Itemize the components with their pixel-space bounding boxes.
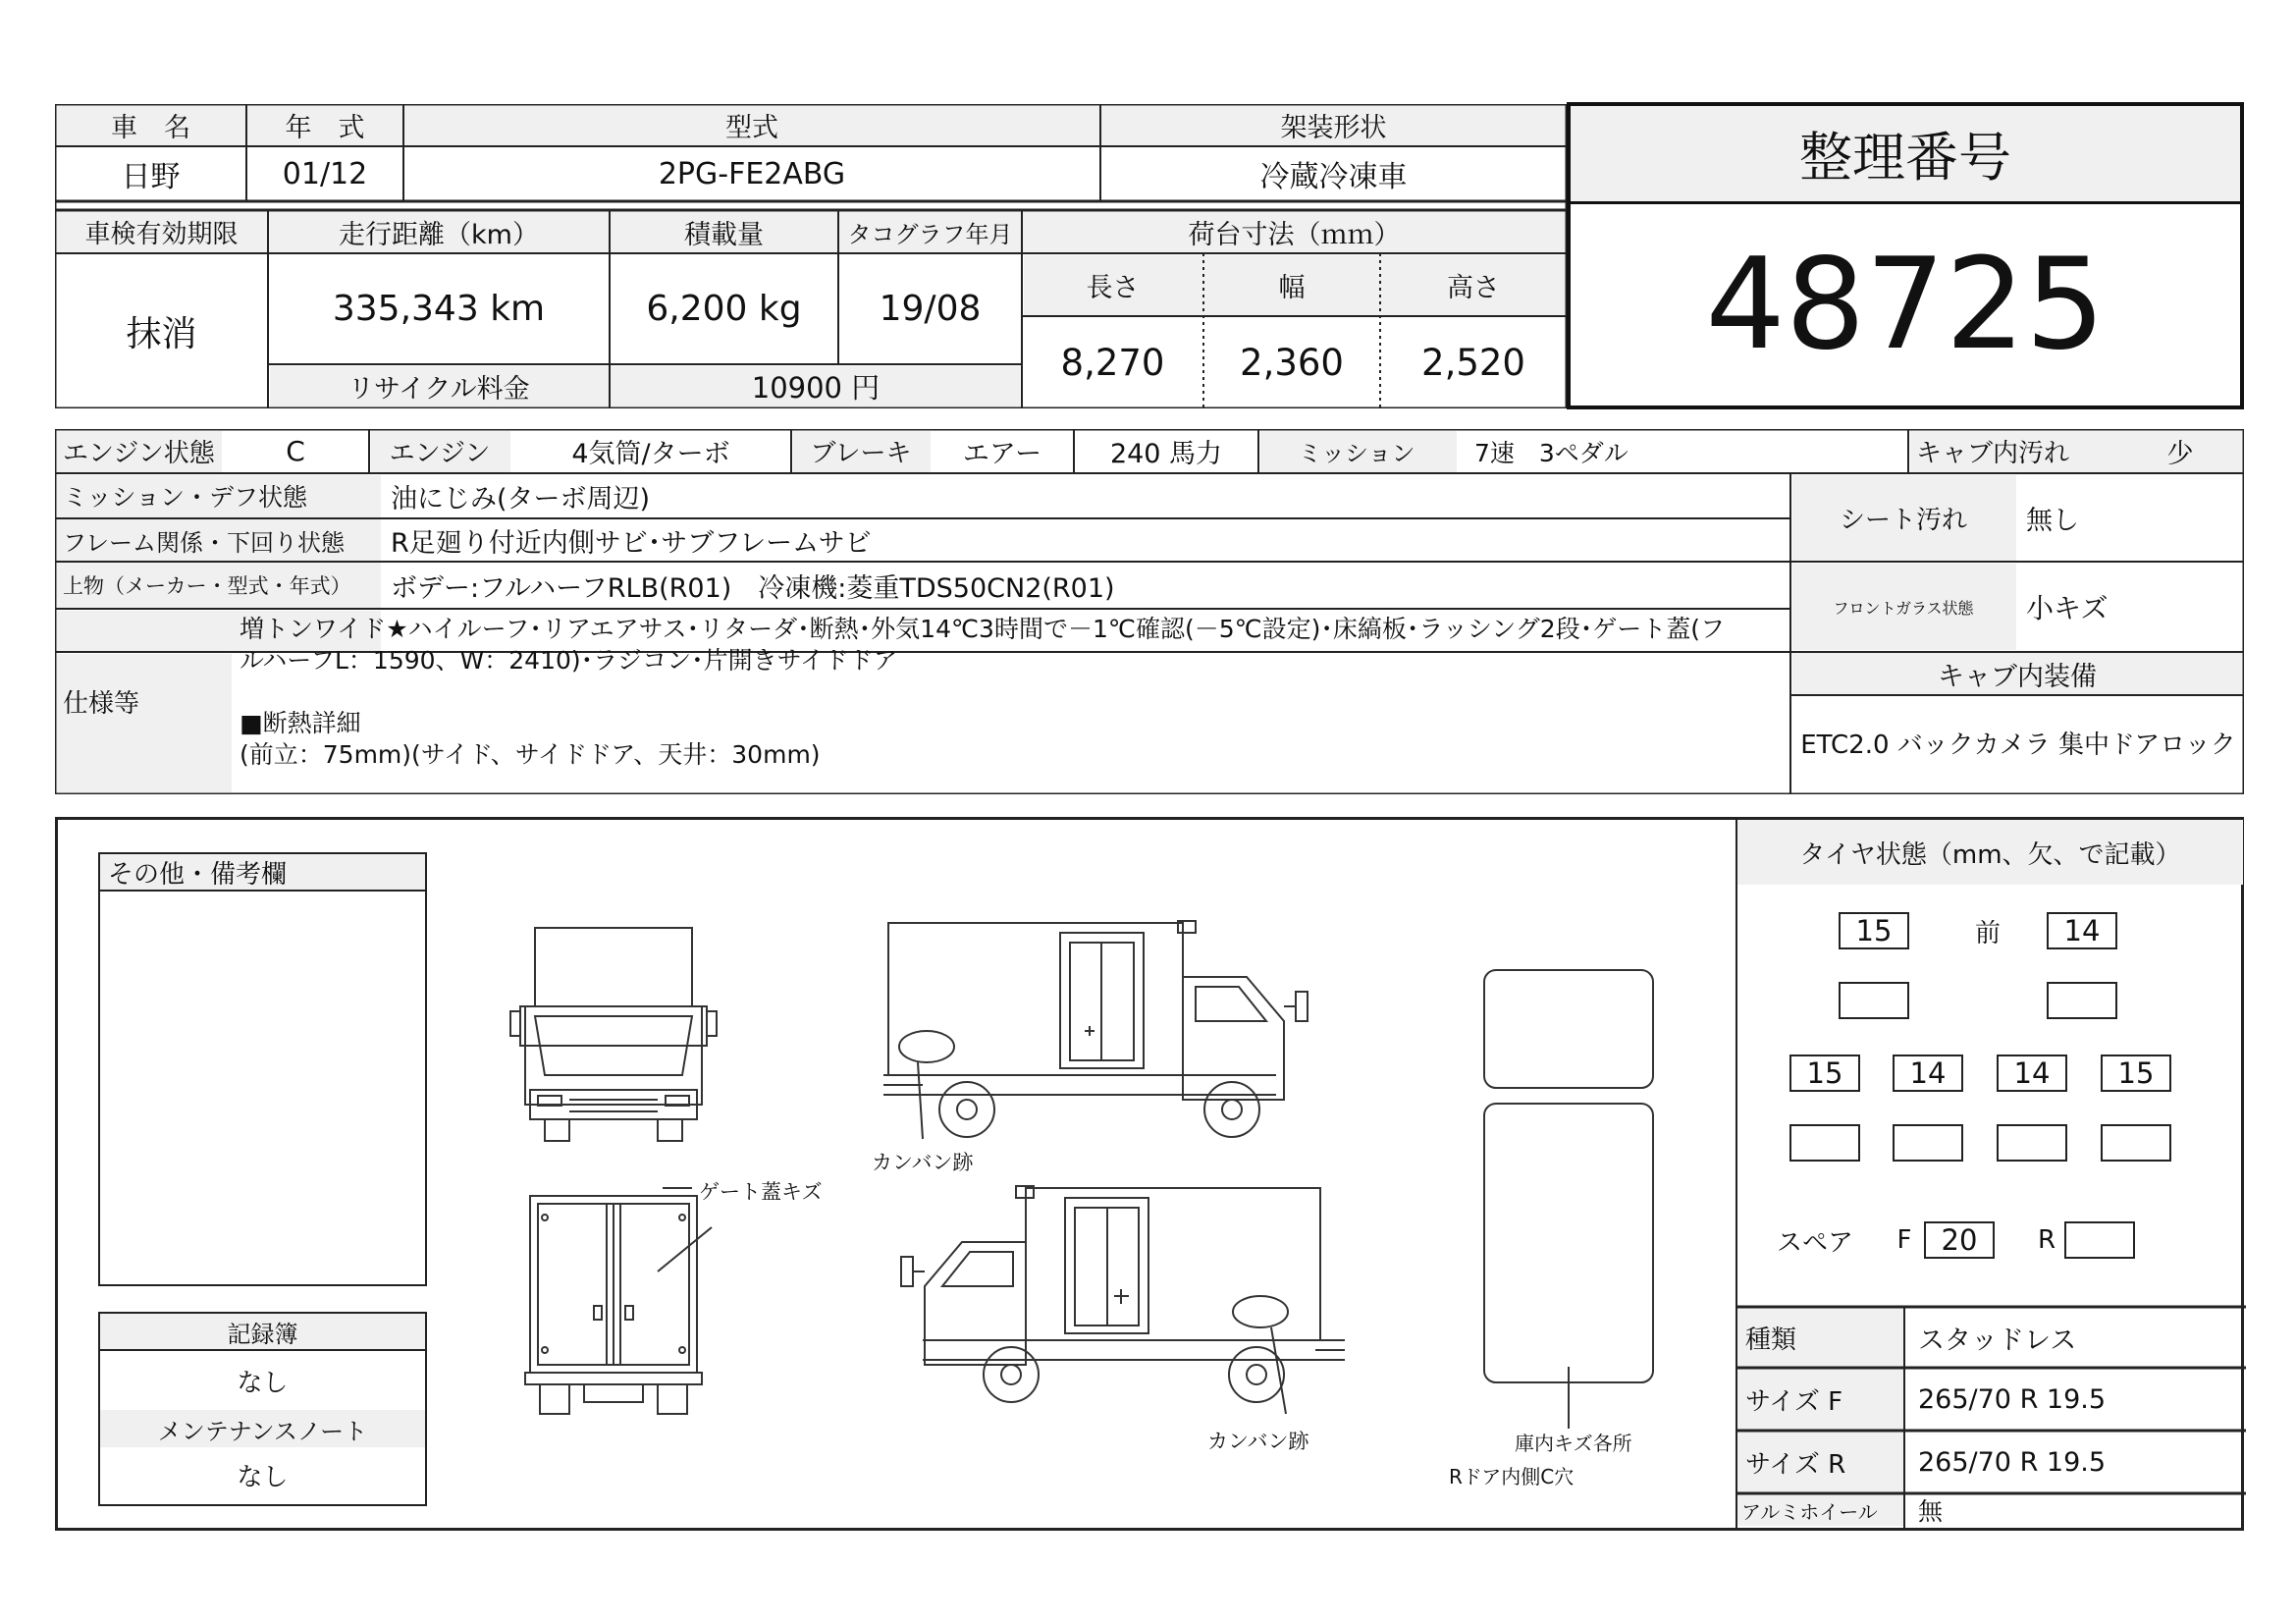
body-maker-label: 上物（メーカー・型式・年式） bbox=[63, 574, 351, 598]
mileage-value: 335,343 km bbox=[332, 289, 546, 329]
seat-dirt-label: シート汚れ bbox=[1839, 505, 1967, 535]
frame-value: R足廻り付近内側サビ･サブフレームサビ bbox=[391, 527, 872, 559]
spare-label: スペア bbox=[1777, 1227, 1854, 1258]
ref-number: 48725 bbox=[1705, 232, 2106, 378]
body-maker-value: ボデー:フルハーフRLB(R01) 冷凍機:菱重TDS50CN2(R01) bbox=[391, 572, 1115, 604]
recycle-value: 10900 円 bbox=[751, 371, 881, 405]
note-sign-mark-1: カンバン跡 bbox=[872, 1151, 974, 1174]
inspection-label: 車検有効期限 bbox=[84, 219, 239, 249]
note-inside-scratch: 庫内キズ各所 bbox=[1515, 1432, 1632, 1455]
note-gate-scratch: ゲート蓋キズ bbox=[699, 1180, 823, 1204]
records-box bbox=[98, 1312, 427, 1506]
remarks-label: その他・備考欄 bbox=[100, 854, 425, 892]
size-r-label: サイズ R bbox=[1745, 1449, 1846, 1480]
model-label: 型式 bbox=[725, 113, 778, 143]
length-label: 長さ bbox=[1086, 272, 1140, 303]
header-table bbox=[55, 104, 1567, 408]
specs-line-1: 増トンワイド★ハイルーフ･リアエアサス･リターダ･断熱･外気14℃3時間で－1℃確認(－5℃設定)･床縞板･ラッシング2段･ゲート蓋(フ bbox=[240, 615, 1725, 643]
model-value: 2PG-FE2ABG bbox=[658, 156, 846, 191]
spare-r-label: R bbox=[2037, 1225, 2056, 1255]
recycle-label: リサイクル料金 bbox=[347, 374, 530, 405]
cab-dirt-label: キャブ内汚れ bbox=[1916, 439, 2070, 468]
truck-left-view bbox=[883, 921, 1308, 1139]
spare-f-label: F bbox=[1896, 1225, 1912, 1255]
tire-type-label: 種類 bbox=[1745, 1325, 1797, 1355]
truck-right-view bbox=[901, 1186, 1345, 1414]
maint-value: なし bbox=[237, 1462, 289, 1492]
tire-front-right: 14 bbox=[2047, 912, 2117, 949]
truck-diagram bbox=[491, 884, 1767, 1571]
tire-type-value: スタッドレス bbox=[1918, 1325, 2077, 1356]
body-type-label: 架装形状 bbox=[1280, 113, 1387, 143]
specs-line-4: (前立：75mm)(サイド、サイドドア、天井：30mm) bbox=[240, 740, 821, 769]
tire-rear-1: 15 bbox=[1789, 1055, 1860, 1092]
cab-equip-value: ETC2.0 バックカメラ 集中ドアロック bbox=[1800, 730, 2236, 760]
year-label: 年 式 bbox=[285, 113, 365, 143]
specs-text bbox=[240, 614, 1786, 790]
alumi-label: アルミホイール bbox=[1741, 1499, 1878, 1524]
tacho-label: タコグラフ年月 bbox=[847, 220, 1013, 248]
record-label: 記録簿 bbox=[100, 1314, 425, 1351]
truck-top-view bbox=[1484, 970, 1653, 1429]
frame-label: フレーム関係・下回り状態 bbox=[63, 528, 346, 557]
spec-table bbox=[55, 429, 2244, 794]
mission-diff-value: 油にじみ(ターボ周辺) bbox=[391, 483, 651, 514]
tire-rear-2: 14 bbox=[1893, 1055, 1963, 1092]
specs-line-3: ■断熱詳細 bbox=[240, 709, 361, 737]
engine-state-value: C bbox=[286, 435, 305, 467]
bed-dim-label: 荷台寸法（ｍｍ） bbox=[1188, 219, 1401, 250]
truck-rear-view bbox=[525, 1188, 712, 1414]
maker-label: 車 名 bbox=[111, 113, 190, 143]
specs-label: 仕様等 bbox=[63, 689, 140, 719]
windshield-label: フロントガラス状態 bbox=[1833, 598, 1974, 618]
power-value: 240 馬力 bbox=[1109, 439, 1223, 469]
engine-value: 4気筒/ターボ bbox=[571, 439, 730, 469]
engine-state-label: エンジン状態 bbox=[63, 439, 215, 468]
brake-label: ブレーキ bbox=[810, 439, 912, 468]
height-label: 高さ bbox=[1447, 272, 1500, 303]
body-type-value: 冷蔵冷凍車 bbox=[1259, 160, 1408, 194]
mission-value: 7速 3ペダル bbox=[1474, 438, 1629, 467]
cab-dirt-value: 少 bbox=[2166, 439, 2194, 469]
year-value: 01/12 bbox=[282, 156, 368, 191]
length-value: 8,270 bbox=[1060, 341, 1165, 384]
specs-line-2: ルハーフL：1590、W：2410)･ラジコン･片開きサイドドア bbox=[240, 646, 898, 675]
ref-label: 整理番号 bbox=[1571, 106, 2240, 204]
maker-value: 日野 bbox=[121, 160, 181, 194]
capacity-value: 6,200 kg bbox=[646, 289, 802, 329]
tire-title: タイヤ状態（mm、欠、で記載） bbox=[1737, 820, 2243, 885]
tire-rear-3: 14 bbox=[1997, 1055, 2067, 1092]
remarks-box bbox=[98, 852, 427, 1286]
width-value: 2,360 bbox=[1240, 341, 1344, 384]
inspection-value: 抹消 bbox=[126, 313, 197, 354]
mileage-label: 走行距離（km） bbox=[339, 219, 539, 250]
truck-front-view bbox=[510, 928, 717, 1141]
size-r-value: 265/70 R 19.5 bbox=[1918, 1446, 2107, 1478]
capacity-label: 積載量 bbox=[684, 219, 764, 250]
cab-equip-label: キャブ内装備 bbox=[1938, 661, 2097, 692]
front-label: 前 bbox=[1974, 918, 2001, 948]
tire-rear-4: 15 bbox=[2101, 1055, 2171, 1092]
mission-diff-label: ミッション・デフ状態 bbox=[63, 483, 308, 512]
tire-panel bbox=[1735, 817, 2244, 1531]
brake-value: エアー bbox=[962, 439, 1042, 469]
mission-label: ミッション bbox=[1298, 440, 1415, 467]
spare-front: 20 bbox=[1924, 1221, 1995, 1259]
alumi-value: 無 bbox=[1918, 1497, 1944, 1526]
tacho-value: 19/08 bbox=[879, 289, 982, 329]
seat-dirt-value: 無し bbox=[2026, 505, 2079, 536]
maint-label: メンテナンスノート bbox=[100, 1410, 425, 1447]
note-sign-mark-2: カンバン跡 bbox=[1207, 1430, 1309, 1453]
engine-label: エンジン bbox=[389, 439, 491, 468]
size-f-value: 265/70 R 19.5 bbox=[1918, 1383, 2107, 1415]
size-f-label: サイズ F bbox=[1745, 1386, 1843, 1417]
windshield-value: 小キズ bbox=[2026, 592, 2109, 624]
tire-front-left: 15 bbox=[1839, 912, 1909, 949]
ref-number-box bbox=[1567, 102, 2244, 409]
note-door-hole: Rドア内側C穴 bbox=[1449, 1465, 1575, 1488]
height-value: 2,520 bbox=[1421, 341, 1525, 384]
record-value: なし bbox=[237, 1368, 289, 1398]
width-label: 幅 bbox=[1278, 272, 1306, 303]
